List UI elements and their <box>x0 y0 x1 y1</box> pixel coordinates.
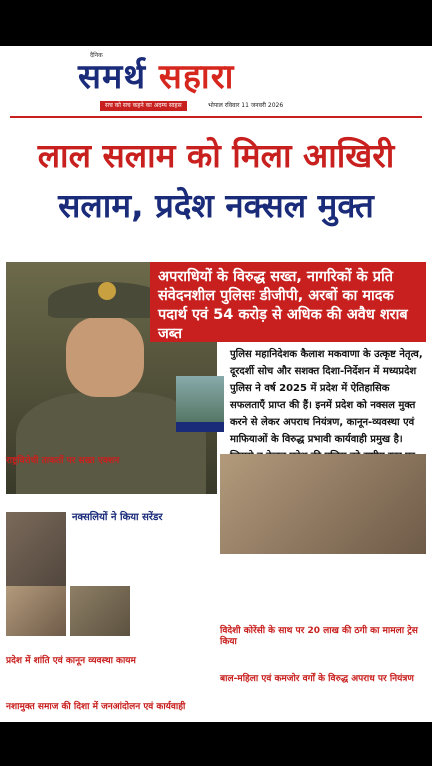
section-heading-6: नशामुक्त समाज की दिशा में जनआंदोलन एवं कार्यवाही <box>6 702 186 712</box>
masthead-rule <box>10 116 422 118</box>
headline-line-2: सलाम, प्रदेश नक्सल मुक्त <box>58 186 374 225</box>
cap-badge-icon <box>98 282 116 300</box>
section-heading-1: राष्ट्रविरोधी ताकतों पर सख्त एक्शन <box>6 456 120 466</box>
title-part-a: समर्थ <box>78 57 147 97</box>
dgp-thumbnail-caption <box>176 422 224 432</box>
tagline: सच को सच कहने का अदम्य साहस <box>100 101 187 111</box>
title-part-b: सहारा <box>158 57 235 97</box>
portrait-face <box>66 317 144 397</box>
surrender-photo-2 <box>6 586 66 636</box>
lead-paragraph: पुलिस महानिदेशक कैलाश मकवाणा के उत्कृष्ट नेतृत्व, दूरदर्शी सोच और सशक्त दिशा-निर्देशन में मध्यप्रदेश पुलिस ने वर्ष 2025 में प्रदेश में ऐतिहासिक सफलताएँ प्राप्त की हैं। इनमें प्रदेश को नक्सल मुक्त करने से लेकर अपराध नियंत्रण, कानून-व्यवस्था एवं माफियाओं के विरुद्ध प्रभावी कार्यवाही प्रमुख है। <box>230 349 423 445</box>
newspaper-title <box>78 52 234 98</box>
section-heading-5: बाल-महिला एवं कमजोर वर्गों के विरुद्ध अपराध पर नियंत्रण <box>220 674 414 684</box>
section-heading-2: नक्सलियों ने किया सरेंडर <box>72 512 163 523</box>
masthead-daily-label: दैनिक <box>90 52 103 59</box>
dateline: भोपाल रविवार 11 जनवरी 2026 <box>208 102 284 109</box>
masthead <box>0 46 432 144</box>
section-heading-4: प्रदेश में शांति एवं कानून व्यवस्था कायम <box>6 656 136 666</box>
headline-line-1: लाल सलाम को मिला आखिरी <box>37 136 395 175</box>
newspaper-page <box>0 46 432 722</box>
section-heading-3: विदेशी कोरेंसी के साथ पर 20 लाख की ठगी का मामला ट्रेस किया <box>220 626 418 647</box>
highlight-callout: अपराधियों के विरुद्ध सख्त, नागरिकों के प्रति संवेदनशील पुलिसः डीजीपी, अरबों का मादक पदार्थ एवं 54 करोड़ से अधिक की अवैध शराब जब्त <box>150 262 426 342</box>
surrender-photo-3 <box>70 586 130 636</box>
section-body-1 <box>6 468 216 508</box>
meeting-photo <box>220 454 426 554</box>
dgp-thumbnail-photo <box>176 376 224 422</box>
